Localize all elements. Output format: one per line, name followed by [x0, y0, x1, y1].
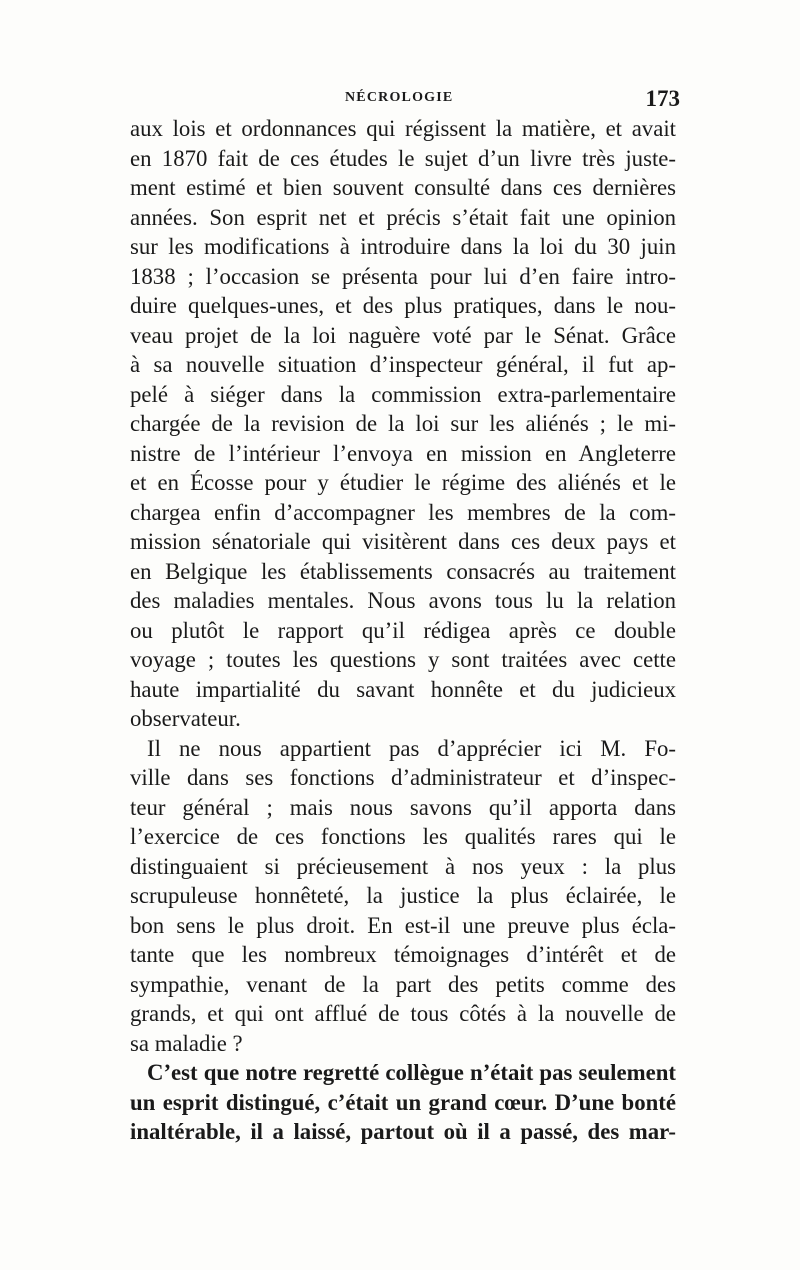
text-line: en 1870 fait de ces études le sujet d’un livre très juste-	[130, 145, 676, 171]
text-line: scrupuleuse honnêteté, la justice la plus éclairée, le	[130, 883, 676, 908]
text-line: grands, et qui ont afflué de tous côtés à la nouvelle de	[130, 1001, 676, 1026]
text-line: ment estimé et bien souvent consulté dans ces dernières	[130, 175, 676, 200]
running-head	[130, 86, 680, 116]
body-text	[130, 114, 676, 1147]
text-line: années. Son esprit net et précis s’était fait une opinion	[130, 204, 676, 230]
text-line: sur les modifications à introduire dans la loi du 30 juin	[130, 234, 676, 259]
text-line: sa maladie ?	[130, 1030, 243, 1056]
text-line: en Belgique les établissements consacrés au traitement	[130, 558, 676, 584]
text-line: inaltérable, il a laissé, partout où il a passé, des mar-	[130, 1119, 676, 1144]
text-line: tante que les nombreux témoignages d’intérêt et de	[130, 942, 676, 967]
text-line: ou plutôt le rapport qu’il rédigea après ce double	[130, 617, 676, 643]
text-line: 1838 ; l’occasion se présenta pour lui d’en faire intro-	[130, 263, 676, 289]
text-line: duire quelques-unes, et des plus pratiques, dans le nou-	[130, 293, 676, 318]
text-line: pelé à siéger dans la commission extra-parlementaire	[130, 381, 676, 407]
text-line: des maladies mentales. Nous avons tous lu la relation	[130, 588, 676, 613]
text-line: l’exercice de ces fonctions les qualités rares qui le	[130, 824, 676, 849]
text-line: mission sénatoriale qui visitèrent dans ces deux pays et	[130, 529, 676, 554]
text-line: veau projet de la loi naguère voté par le Sénat. Grâce	[130, 322, 676, 348]
text-line: et en Écosse pour y étudier le régime des aliénés et le	[130, 470, 676, 495]
text-line: aux lois et ordonnances qui régissent la matière, et avait	[130, 116, 676, 141]
text-line: Il ne nous appartient pas d’apprécier ici M. Fo-	[147, 735, 676, 761]
text-line: voyage ; toutes les questions y sont traitées avec cette	[130, 647, 676, 672]
text-line: sympathie, venant de la part des petits comme des	[130, 971, 676, 997]
text-line: nistre de l’intérieur l’envoya en mission en Angleterre	[130, 440, 676, 466]
text-line: ville dans ses fonctions d’administrateur et d’inspec-	[130, 765, 676, 790]
text-line: à sa nouvelle situation d’inspecteur général, il fut ap-	[130, 352, 676, 377]
text-line: teur général ; mais nous savons qu’il apporta dans	[130, 794, 676, 820]
text-line: haute impartialité du savant honnête et du judicieux	[130, 676, 676, 702]
text-line: observateur.	[130, 706, 241, 731]
text-line: C’est que notre regretté collègue n’était pas seulement	[147, 1060, 676, 1085]
text-line: chargée de la revision de la loi sur les aliénés ; le mi-	[130, 411, 676, 436]
text-line: distinguaient si précieusement à nos yeux : la plus	[130, 853, 676, 879]
text-line: chargea enfin d’accompagner les membres de la com-	[130, 499, 676, 525]
text-line: bon sens le plus droit. En est-il une preuve plus écla-	[130, 912, 676, 938]
text-line: un esprit distingué, c’était un grand cœur. D’une bonté	[130, 1089, 676, 1115]
running-title: NÉCROLOGIE	[345, 90, 454, 105]
page-number: 173	[645, 86, 680, 111]
